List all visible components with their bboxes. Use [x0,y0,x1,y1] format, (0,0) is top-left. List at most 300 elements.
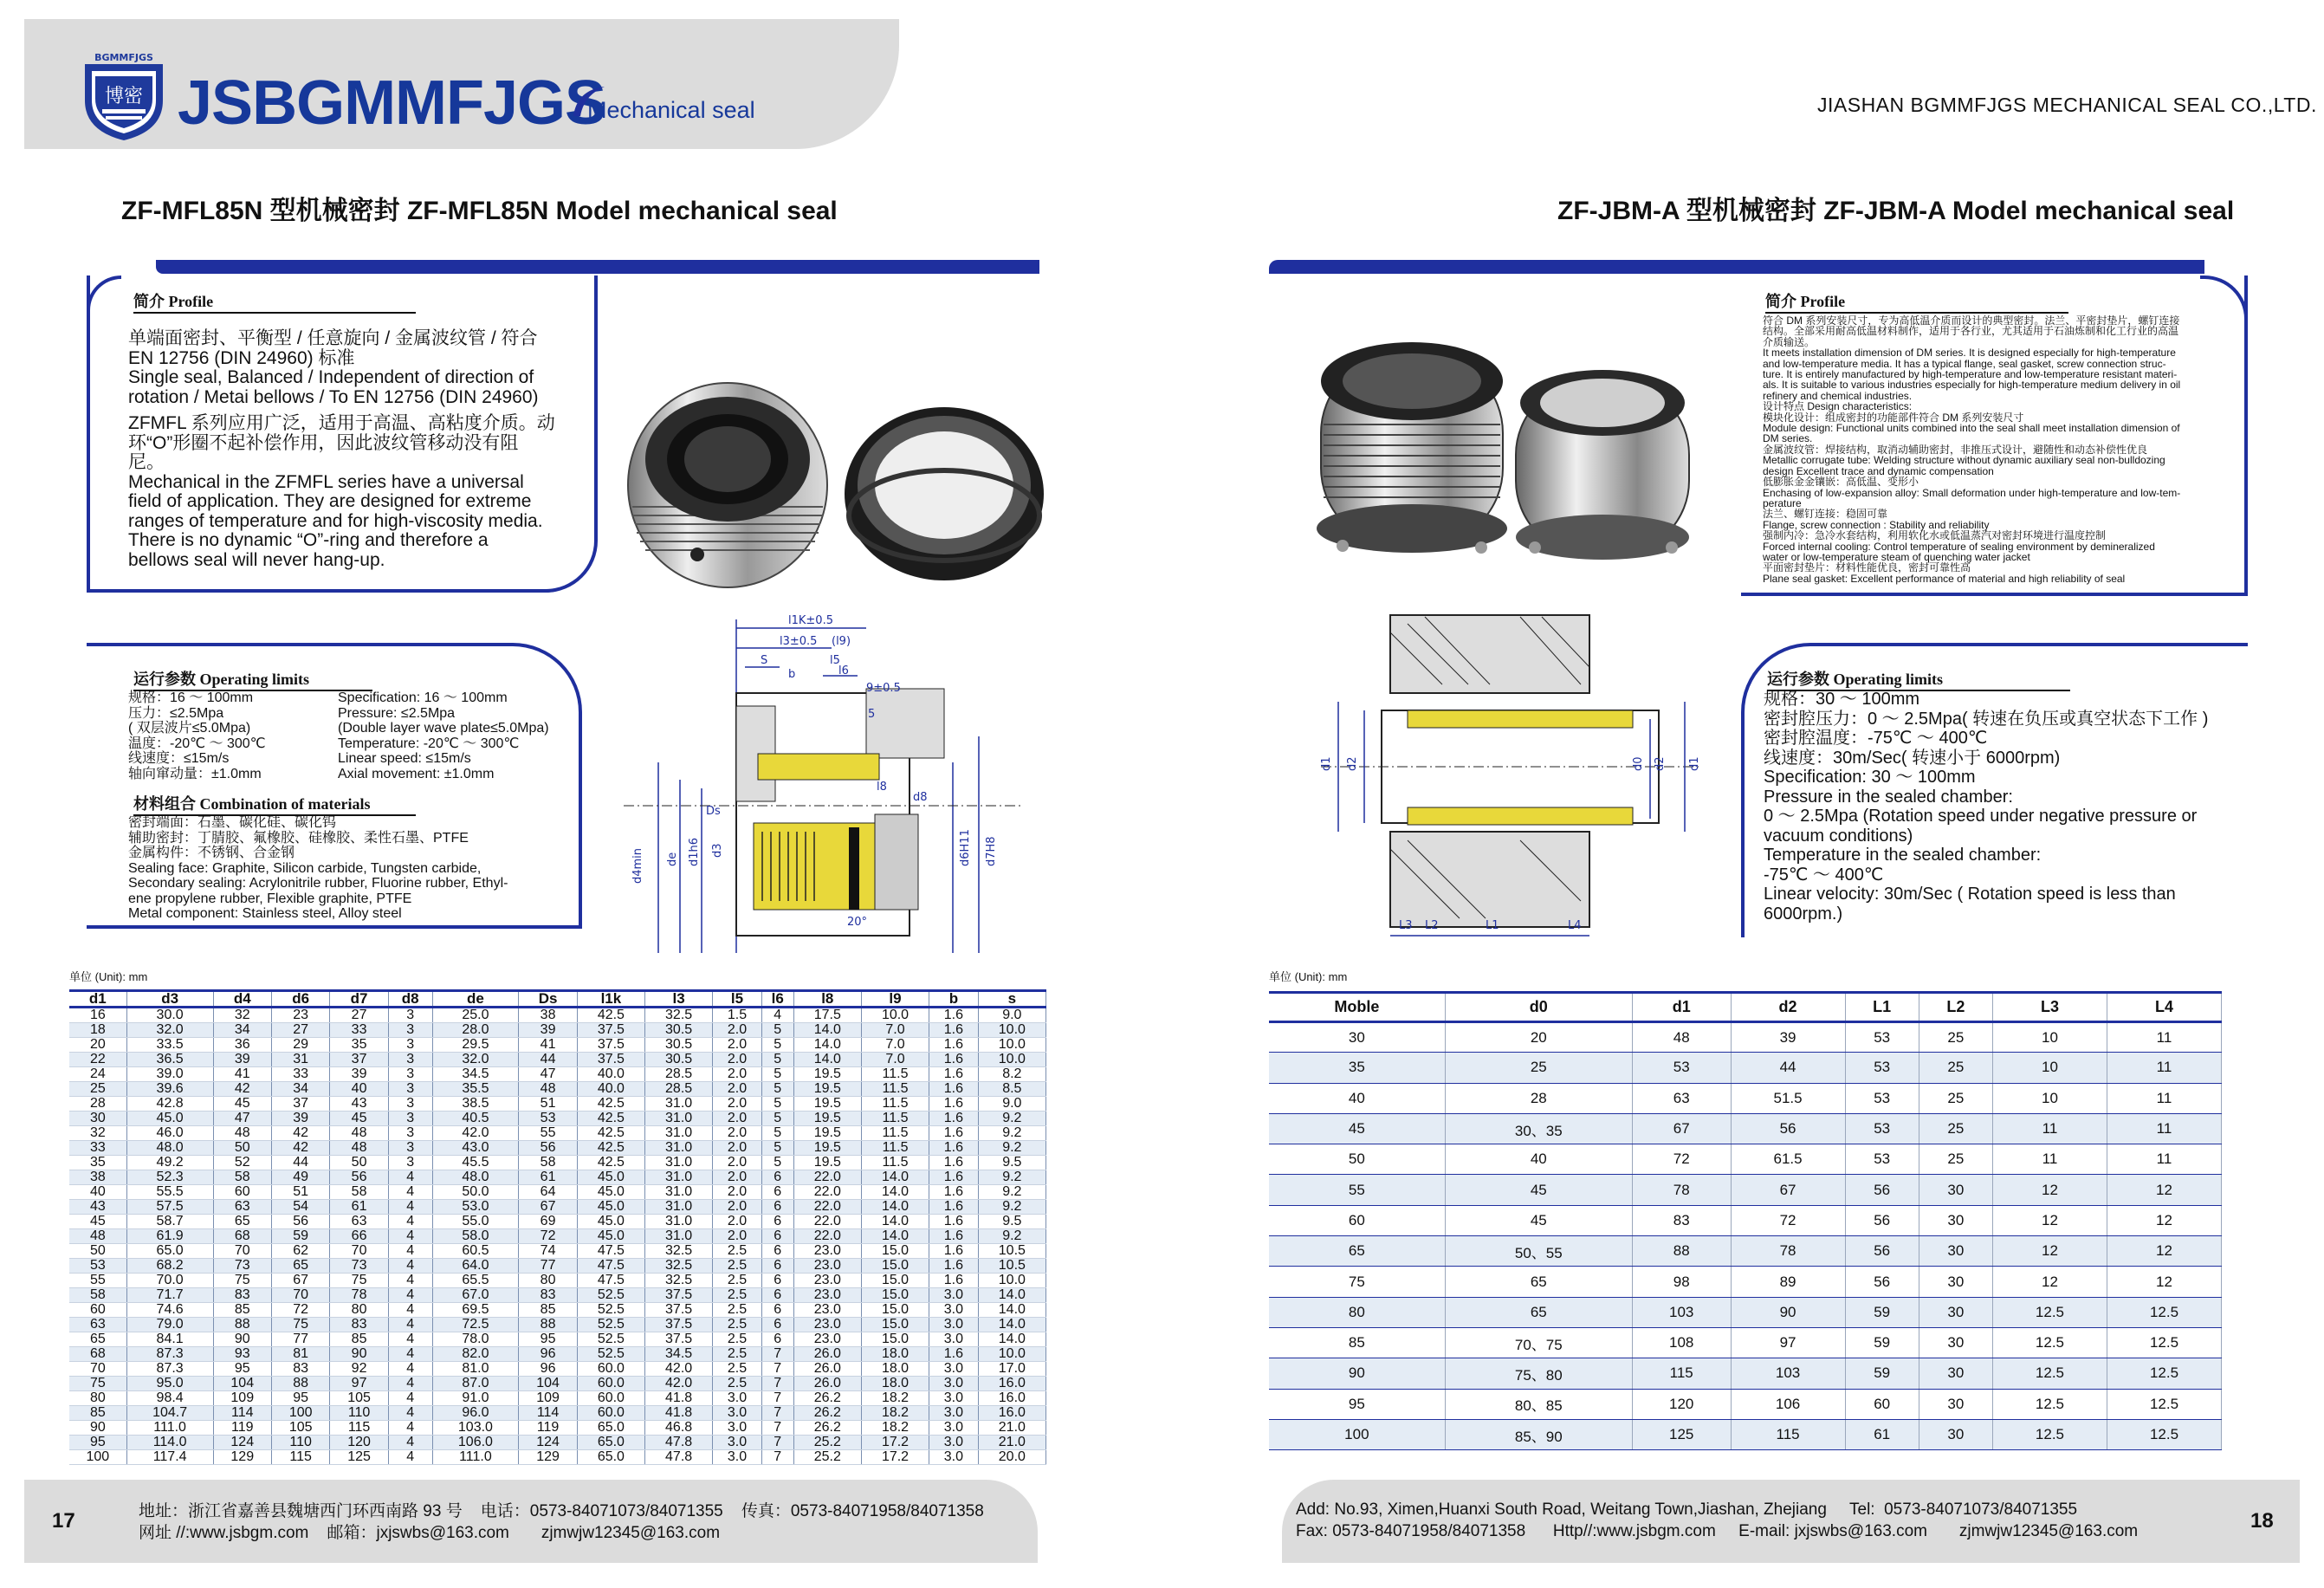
table-cell: 37 [330,1053,388,1067]
table-cell: 3 [388,1126,432,1141]
table-cell: 37.5 [644,1288,712,1303]
table-row [69,1259,1046,1274]
table-cell: 48 [1632,1022,1731,1053]
svg-text:L3: L3 [1399,919,1413,932]
table-cell: 9.2 [978,1141,1045,1156]
table-cell: 3 [388,1008,432,1023]
table-cell: 44 [1731,1053,1845,1083]
table-cell: 12 [2107,1175,2221,1205]
table-cell: 25 [69,1082,126,1097]
table-cell: 4 [761,1008,793,1023]
table-cell: 56 [1845,1236,1919,1267]
table-cell: 42.5 [577,1008,644,1023]
table-cell: 1.6 [929,1347,979,1362]
table-cell: 20 [1445,1022,1632,1053]
table-cell: 75 [271,1318,329,1332]
table-cell: 36.5 [126,1053,213,1067]
table-row [69,1332,1046,1347]
table-cell: 33.5 [126,1038,213,1053]
table-cell: 11.5 [861,1097,929,1112]
table-cell: 25 [1445,1053,1632,1083]
profile-line: It meets installation dimension of DM series. It is designed especially for high-temperature [1763,347,2176,360]
table-cell: 48 [330,1126,388,1141]
table-cell: 4 [388,1406,432,1421]
table-cell: 42.0 [432,1126,519,1141]
table-cell: 85 [330,1332,388,1347]
table-cell: 7 [761,1347,793,1362]
table-row [69,1391,1046,1406]
table-cell: 96 [519,1362,577,1377]
table-cell: 52.5 [577,1303,644,1318]
left-title-rule [156,260,1039,274]
table-cell: 42.5 [577,1112,644,1126]
table-cell: 32.5 [644,1008,712,1023]
table-row [69,1023,1046,1038]
table-cell: 9.2 [978,1126,1045,1141]
profile-line: 金属波纹管：焊接结构，取消动辅助密封，非推压式设计，避随性和动态补偿性优良 [1763,443,2148,456]
table-cell: 53 [1845,1053,1919,1083]
table-cell: 31.0 [644,1097,712,1112]
table-cell: 96 [519,1347,577,1362]
profile-line: Plane seal gasket: Excellent performance of material and high reliability of seal [1763,572,2126,585]
table-cell: 6 [761,1303,793,1318]
table-cell: 1.6 [929,1244,979,1259]
table-cell: 2.5 [713,1377,762,1391]
table-cell: 48.0 [432,1170,519,1185]
table-cell: 98.4 [126,1391,213,1406]
table-cell: 35 [69,1156,126,1170]
table-cell: 40.0 [577,1082,644,1097]
table-cell: 2.0 [713,1067,762,1082]
table-cell: 7 [761,1450,793,1465]
table-cell: 100 [1269,1419,1445,1449]
table-cell: 10.0 [978,1023,1045,1038]
table-cell: 15.0 [861,1274,929,1288]
jbm-a-section-drawing [1304,606,1711,953]
table-cell: 4 [388,1318,432,1332]
table-cell: 62 [271,1244,329,1259]
table-cell: 12 [1992,1267,2107,1297]
table-cell: 1.6 [929,1023,979,1038]
table-cell: 4 [388,1259,432,1274]
table-cell: 3.0 [713,1436,762,1450]
table-cell: 63 [330,1215,388,1229]
table-cell: 114 [519,1406,577,1421]
table-cell: 56 [1845,1175,1919,1205]
table-cell: 4 [388,1332,432,1347]
table-cell: 61.9 [126,1229,213,1244]
table-cell: 53 [1845,1083,1919,1113]
table-cell: 14.0 [793,1023,861,1038]
table-cell: 50 [69,1244,126,1259]
table-cell: 2.0 [713,1229,762,1244]
table-cell: 47.5 [577,1259,644,1274]
table-cell: 109 [213,1391,271,1406]
table-cell: 14.0 [978,1303,1045,1318]
table-cell: 65 [213,1215,271,1229]
profile-line: 设计特点 Design characteristics: [1763,400,1913,413]
table-cell: 2.5 [713,1332,762,1347]
table-cell: 26.2 [793,1406,861,1421]
table-cell: 17.2 [861,1436,929,1450]
table-row [1269,1083,2222,1113]
table-cell: 32 [69,1126,126,1141]
operating-line: Pressure in the sealed chamber: [1764,787,2013,807]
table-cell: 81 [271,1347,329,1362]
table-cell: 111.0 [432,1450,519,1465]
table-cell: 119 [213,1421,271,1436]
operating-line: Linear velocity: 30m/Sec ( Rotation speed is less than [1764,885,2176,904]
table-cell: 12 [2107,1236,2221,1267]
table-cell: 9.2 [978,1200,1045,1215]
table-cell: 69 [519,1215,577,1229]
table-cell: 1.6 [929,1097,979,1112]
mfl85n-dimension-table [69,989,1046,1465]
table-cell: 53 [1845,1144,1919,1175]
table-cell: 74 [519,1244,577,1259]
table-cell: 49 [271,1170,329,1185]
table-cell: 56 [330,1170,388,1185]
table-cell: 27 [330,1008,388,1023]
table-cell: 52.5 [577,1288,644,1303]
table-cell: 19.5 [793,1126,861,1141]
table-cell: 43 [330,1097,388,1112]
table-cell: 40 [1269,1083,1445,1113]
table-cell: 35 [1269,1053,1445,1083]
table-cell: 50.0 [432,1185,519,1200]
table-cell: 30 [69,1112,126,1126]
table-row [69,1244,1046,1259]
table-cell: 4 [388,1200,432,1215]
table-cell: 7.0 [861,1038,929,1053]
table-cell: 40 [69,1185,126,1200]
table-cell: 1.6 [929,1274,979,1288]
table-cell: 55.5 [126,1185,213,1200]
table-cell: 15.0 [861,1303,929,1318]
table-cell: 18.0 [861,1362,929,1377]
left-page-title: ZF-MFL85N 型机械密封 ZF-MFL85N Model mechanical seal [121,197,838,225]
company-logo-icon [76,49,172,144]
table-cell: 129 [519,1450,577,1465]
bellows-seal-photo [611,377,1061,589]
table-cell: 38 [519,1008,577,1023]
left-materials-heading: 材料组合 Combination of materials [133,792,416,816]
svg-text:d0: d0 [1632,756,1645,771]
table-cell: 1.6 [929,1053,979,1067]
table-cell: 1.6 [929,1008,979,1023]
table-cell: 30 [1919,1205,1992,1235]
table-cell: 11 [2107,1144,2221,1175]
table-cell: 125 [1632,1419,1731,1449]
table-cell: 2.5 [713,1288,762,1303]
table-cell: 30 [1919,1358,1992,1389]
column-header: Moble [1269,993,1445,1022]
table-cell: 4 [388,1450,432,1465]
table-cell: 83 [519,1288,577,1303]
table-cell: 120 [1632,1389,1731,1419]
table-cell: 24 [69,1067,126,1082]
svg-text:L4: L4 [1568,919,1582,932]
table-cell: 78 [1632,1175,1731,1205]
svg-text:d8: d8 [913,791,928,804]
table-cell: 31.0 [644,1126,712,1141]
table-cell: 39 [213,1053,271,1067]
table-cell: 3.0 [929,1421,979,1436]
table-cell: 70.0 [126,1274,213,1288]
table-cell: 58 [69,1288,126,1303]
operating-line: 6000rpm.) [1764,904,1843,924]
table-cell: 120 [330,1436,388,1450]
table-cell: 31.0 [644,1185,712,1200]
table-cell: 72.5 [432,1318,519,1332]
table-cell: 34.5 [644,1347,712,1362]
table-cell: 2.5 [713,1303,762,1318]
table-cell: 75 [69,1377,126,1391]
operating-line: vacuum conditions) [1764,826,1913,846]
table-row [1269,1419,2222,1449]
table-row [69,1318,1046,1332]
table-cell: 67 [519,1200,577,1215]
table-cell: 19.5 [793,1097,861,1112]
table-cell: 4 [388,1229,432,1244]
table-cell: 5 [761,1112,793,1126]
table-cell: 89 [1731,1267,1845,1297]
table-cell: 61 [330,1200,388,1215]
left-footer-address: 地址：浙江省嘉善县魏塘西门环西南路 93 号 电话：0573-84071073/84071355 传真：0573-84071958/84071358 [139,1502,984,1520]
table-cell: 31.0 [644,1170,712,1185]
table-row [69,1229,1046,1244]
table-cell: 96.0 [432,1406,519,1421]
table-cell: 10 [1992,1022,2107,1053]
table-cell: 2.0 [713,1038,762,1053]
table-cell: 50 [213,1141,271,1156]
table-cell: 103 [1731,1358,1845,1389]
column-header: l3 [644,991,712,1008]
table-cell: 43 [69,1200,126,1215]
table-cell: 70 [69,1362,126,1377]
table-cell: 25.2 [793,1436,861,1450]
table-row [69,1141,1046,1156]
table-row [69,1450,1046,1465]
table-cell: 115 [271,1450,329,1465]
table-cell: 98 [1632,1267,1731,1297]
column-header: b [929,991,979,1008]
table-cell: 50 [1269,1144,1445,1175]
table-cell: 42.0 [644,1362,712,1377]
table-cell: 90 [1731,1297,1845,1327]
table-cell: 129 [213,1450,271,1465]
left-operating-cn: 规格：16 ～ 100mm 压力：≤2.5Mpa ( 双层波片≤5.0Mpa) 温度：-20℃ ～ 300℃ 线速度：≤15m/s 轴向窜动量：±1.0mm [128,690,266,781]
table-cell: 80 [1269,1297,1445,1327]
table-cell: 12 [2107,1267,2221,1297]
table-cell: 60.0 [577,1362,644,1377]
table-cell: 1.6 [929,1215,979,1229]
table-cell: 31 [271,1053,329,1067]
table-cell: 70 [213,1244,271,1259]
profile-line: 平面密封垫片：材料性能优良，密封可靠性高 [1763,561,1971,574]
table-cell: 83 [213,1288,271,1303]
table-cell: 60.0 [577,1377,644,1391]
table-cell: 28.0 [432,1023,519,1038]
table-cell: 28.5 [644,1067,712,1082]
table-cell: 80 [69,1391,126,1406]
table-cell: 42.5 [577,1097,644,1112]
table-cell: 75 [213,1274,271,1288]
table-cell: 9.0 [978,1097,1045,1112]
table-cell: 61 [519,1170,577,1185]
table-cell: 10.0 [978,1038,1045,1053]
table-cell: 32.5 [644,1244,712,1259]
profile-line: 法兰、螺钉连接：稳固可靠 [1763,508,1888,521]
table-cell: 47.5 [577,1244,644,1259]
table-cell: 41 [519,1038,577,1053]
table-cell: 23.0 [793,1303,861,1318]
table-cell: 3.0 [929,1288,979,1303]
table-cell: 72 [1731,1205,1845,1235]
table-cell: 2.0 [713,1097,762,1112]
profile-line: als. It is suitable to various industries especially for high-temperature medium delivery in oil [1763,379,2181,392]
table-cell: 28 [1445,1083,1632,1113]
svg-text:de: de [666,852,679,866]
profile-line: 介质输送。 [1763,335,1816,348]
column-header: d8 [388,991,432,1008]
table-cell: 79.0 [126,1318,213,1332]
column-header: L1 [1845,993,1919,1022]
svg-text:L2: L2 [1425,919,1439,932]
table-cell: 2.0 [713,1170,762,1185]
table-cell: 15.0 [861,1288,929,1303]
table-cell: 1.6 [929,1200,979,1215]
operating-line: 0 ～ 2.5Mpa (Rotation speed under negative pressure or [1764,807,2198,826]
table-cell: 56 [1731,1113,1845,1144]
table-cell: 5 [761,1141,793,1156]
table-cell: 15.0 [861,1244,929,1259]
table-cell: 43.0 [432,1141,519,1156]
table-cell: 23.0 [793,1288,861,1303]
table-cell: 110 [330,1406,388,1421]
table-cell: 80、85 [1445,1389,1632,1419]
table-cell: 109 [519,1391,577,1406]
table-cell: 6 [761,1274,793,1288]
table-cell: 83 [271,1362,329,1377]
table-cell: 7 [761,1436,793,1450]
table-cell: 46.0 [126,1126,213,1141]
table-cell: 34 [213,1023,271,1038]
table-cell: 56 [519,1141,577,1156]
table-cell: 37 [271,1097,329,1112]
table-cell: 9.2 [978,1170,1045,1185]
table-cell: 88 [1632,1236,1731,1267]
table-row [69,1082,1046,1097]
table-cell: 4 [388,1391,432,1406]
table-cell: 16 [69,1008,126,1023]
table-cell: 25.0 [432,1008,519,1023]
table-cell: 48 [330,1141,388,1156]
table-cell: 42 [213,1082,271,1097]
table-cell: 52.5 [577,1332,644,1347]
table-cell: 65 [1445,1297,1632,1327]
column-header: L4 [2107,993,2221,1022]
table-cell: 75 [330,1274,388,1288]
table-cell: 2.5 [713,1347,762,1362]
table-cell: 74.6 [126,1303,213,1318]
table-cell: 12.5 [1992,1358,2107,1389]
table-cell: 100 [271,1406,329,1421]
table-cell: 45.0 [126,1112,213,1126]
table-cell: 63 [213,1200,271,1215]
table-cell: 82.0 [432,1347,519,1362]
table-cell: 37.5 [577,1023,644,1038]
table-cell: 47.8 [644,1450,712,1465]
table-cell: 117.4 [126,1450,213,1465]
table-cell: 14.0 [861,1229,929,1244]
table-cell: 10 [1992,1053,2107,1083]
svg-text:5: 5 [868,708,876,721]
table-cell: 22 [69,1053,126,1067]
table-cell: 10.0 [978,1347,1045,1362]
table-row [1269,1205,2222,1235]
operating-line: 规格：30 ～ 100mm [1764,690,1920,709]
brand-subtitle: Mechanical seal [587,97,755,123]
table-cell: 3 [388,1156,432,1170]
table-cell: 48 [69,1229,126,1244]
table-cell: 77 [519,1259,577,1274]
table-cell: 78 [330,1288,388,1303]
svg-text:l5: l5 [830,654,840,667]
table-cell: 95 [519,1332,577,1347]
table-cell: 42.5 [577,1126,644,1141]
table-cell: 3.0 [713,1406,762,1421]
table-cell: 1.6 [929,1038,979,1053]
table-cell: 56 [1845,1205,1919,1235]
table-cell: 33 [271,1067,329,1082]
table-cell: 87.3 [126,1347,213,1362]
svg-text:d1: d1 [1320,756,1333,771]
table-cell: 71.7 [126,1288,213,1303]
table-cell: 91.0 [432,1391,519,1406]
table-cell: 14.0 [793,1053,861,1067]
table-cell: 3 [388,1038,432,1053]
table-cell: 25 [1919,1113,1992,1144]
table-cell: 83 [330,1318,388,1332]
table-row [1269,1389,2222,1419]
table-row [69,1067,1046,1082]
table-cell: 80 [330,1303,388,1318]
table-cell: 73 [213,1259,271,1274]
table-cell: 1.6 [929,1170,979,1185]
table-cell: 7 [761,1377,793,1391]
table-cell: 47 [213,1112,271,1126]
table-cell: 47.5 [577,1274,644,1288]
table-cell: 17.2 [861,1450,929,1465]
table-row [69,1347,1046,1362]
table-cell: 2.0 [713,1112,762,1126]
table-cell: 7 [761,1421,793,1436]
table-row [1269,1053,2222,1083]
table-cell: 80 [519,1274,577,1288]
table-cell: 53 [69,1259,126,1274]
table-cell: 17.0 [978,1362,1045,1377]
left-materials-text: 密封端面：石墨、碳化硅、碳化钨 辅助密封：丁腈胶、氟橡胶、硅橡胶、柔性石墨、PTFE 金属构件：不锈钢、合金钢 Sealing face: Graphite, Silicon carbide, Tungsten carbide, Secondary sealing: Acrylonitrile rubber, Fluorine rubber, Ethyl- ene propylene rubber, Flexible graphite, PTFE Metal component: Stainless steel, Alloy steel [128,815,508,921]
table-cell: 35 [330,1038,388,1053]
table-cell: 32.0 [432,1053,519,1067]
table-cell: 10 [1992,1083,2107,1113]
table-cell: 10.5 [978,1244,1045,1259]
table-cell: 33 [69,1141,126,1156]
table-cell: 15.0 [861,1318,929,1332]
table-cell: 52 [213,1156,271,1170]
table-cell: 1.6 [929,1082,979,1097]
